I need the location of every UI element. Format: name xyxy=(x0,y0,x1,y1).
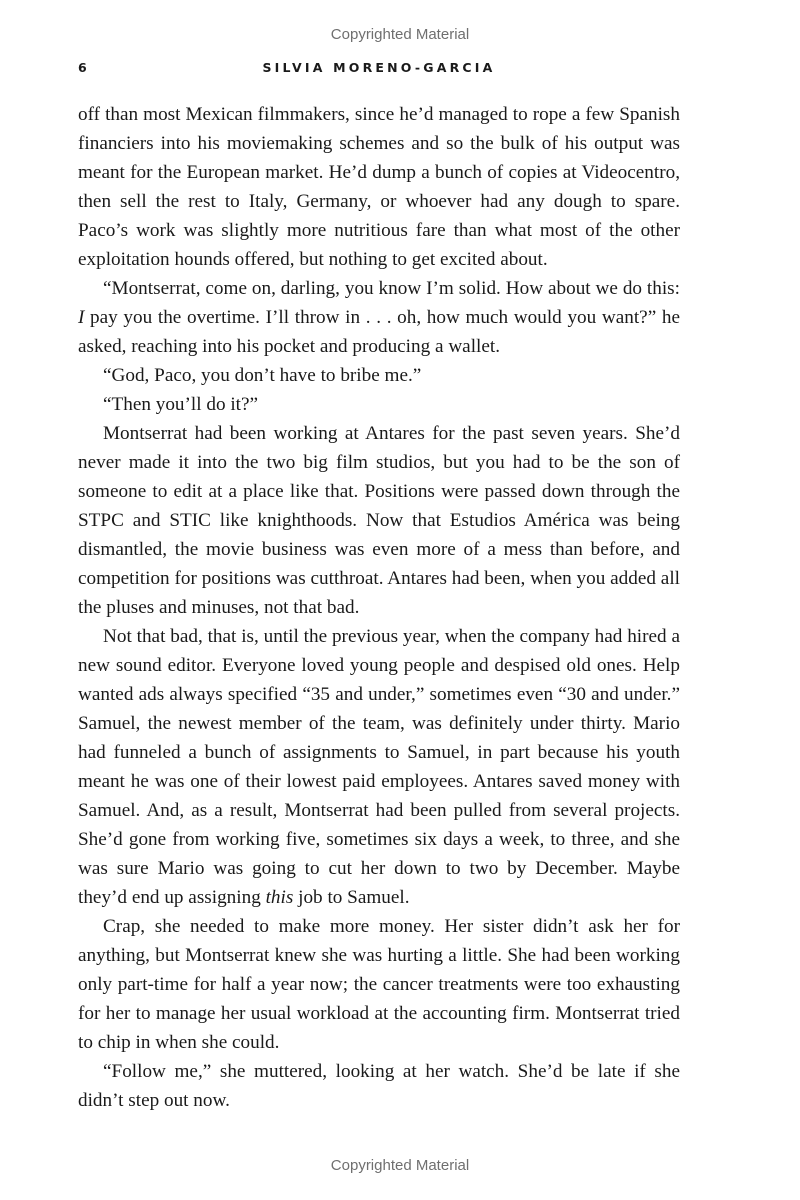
text-segment: “Follow me,” she muttered, looking at her watch. She’d be late if she didn’t step out now. xyxy=(78,1061,680,1111)
paragraph xyxy=(78,361,680,390)
italic-segment: this xyxy=(265,887,294,908)
paragraph xyxy=(78,419,680,622)
copyright-watermark-top: Copyrighted Material xyxy=(330,26,470,43)
author-header: SILVIA MORENO-GARCIA xyxy=(262,60,496,75)
text-segment: “God, Paco, you don’t have to bribe me.” xyxy=(103,365,422,386)
paragraph xyxy=(78,622,680,912)
copyright-watermark-bottom: Copyrighted Material xyxy=(330,1157,470,1174)
running-head xyxy=(78,60,680,80)
text-segment: job to Samuel. xyxy=(293,887,410,908)
text-segment: “Montserrat, come on, darling, you know I’m solid. How about we do this: xyxy=(103,278,680,299)
paragraph xyxy=(78,912,680,1057)
text-segment: “Then you’ll do it?” xyxy=(103,394,259,415)
paragraph xyxy=(78,274,680,361)
text-segment: Not that bad, that is, until the previous year, when the company had hired a new sound editor. Everyone loved young people and despised old ones. Help wanted ads always specified “35 and under,” sometimes even “30 and under.” Samuel, the newest member of the team, was definitely under thirty. Mario had funneled a bunch of assignments to Samuel, in part because his youth meant he was one of their lowest paid employees. Antares saved money with Samuel. And, as a result, Montserrat had been pulled from several projects. She’d gone from working five, sometimes six days a week, to three, and she was sure Mario was going to cut her down to two by December. Maybe they’d end up assigning xyxy=(78,626,680,908)
italic-segment: I xyxy=(78,307,85,328)
paragraph xyxy=(78,100,680,274)
text-segment: pay you the overtime. I’ll throw in . . . oh, how much would you want?” he asked, reaching into his pocket and producing a wallet. xyxy=(78,307,680,357)
paragraph xyxy=(78,1057,680,1115)
body-text xyxy=(78,100,680,1115)
text-segment: Montserrat had been working at Antares for the past seven years. She’d never made it into the two big film studios, but you had to be the son of someone to edit at a place like that. Positions were passed down through the STPC and STIC like knighthoods. Now that Estudios América was being dismantled, the movie business was even more of a mess than before, and competition for positions was cutthroat. Antares had been, when you added all the pluses and minuses, not that bad. xyxy=(78,423,680,618)
page-number: 6 xyxy=(78,60,87,75)
text-segment: off than most Mexican filmmakers, since he’d managed to rope a few Spanish financiers into his moviemaking schemes and so the bulk of his output was meant for the European market. He’d dump a bunch of copies at Videocentro, then sell the rest to Italy, Germany, or whoever had any dough to spare. Paco’s work was slightly more nutritious fare than what most of the other exploitation hounds offered, but nothing to get excited about. xyxy=(78,104,680,270)
paragraph xyxy=(78,390,680,419)
text-segment: Crap, she needed to make more money. Her sister didn’t ask her for anything, but Montserrat knew she was hurting a little. She had been working only part-time for half a year now; the cancer treatments were too exhausting for her to manage her usual workload at the accounting firm. Montserrat tried to chip in when she could. xyxy=(78,916,680,1053)
